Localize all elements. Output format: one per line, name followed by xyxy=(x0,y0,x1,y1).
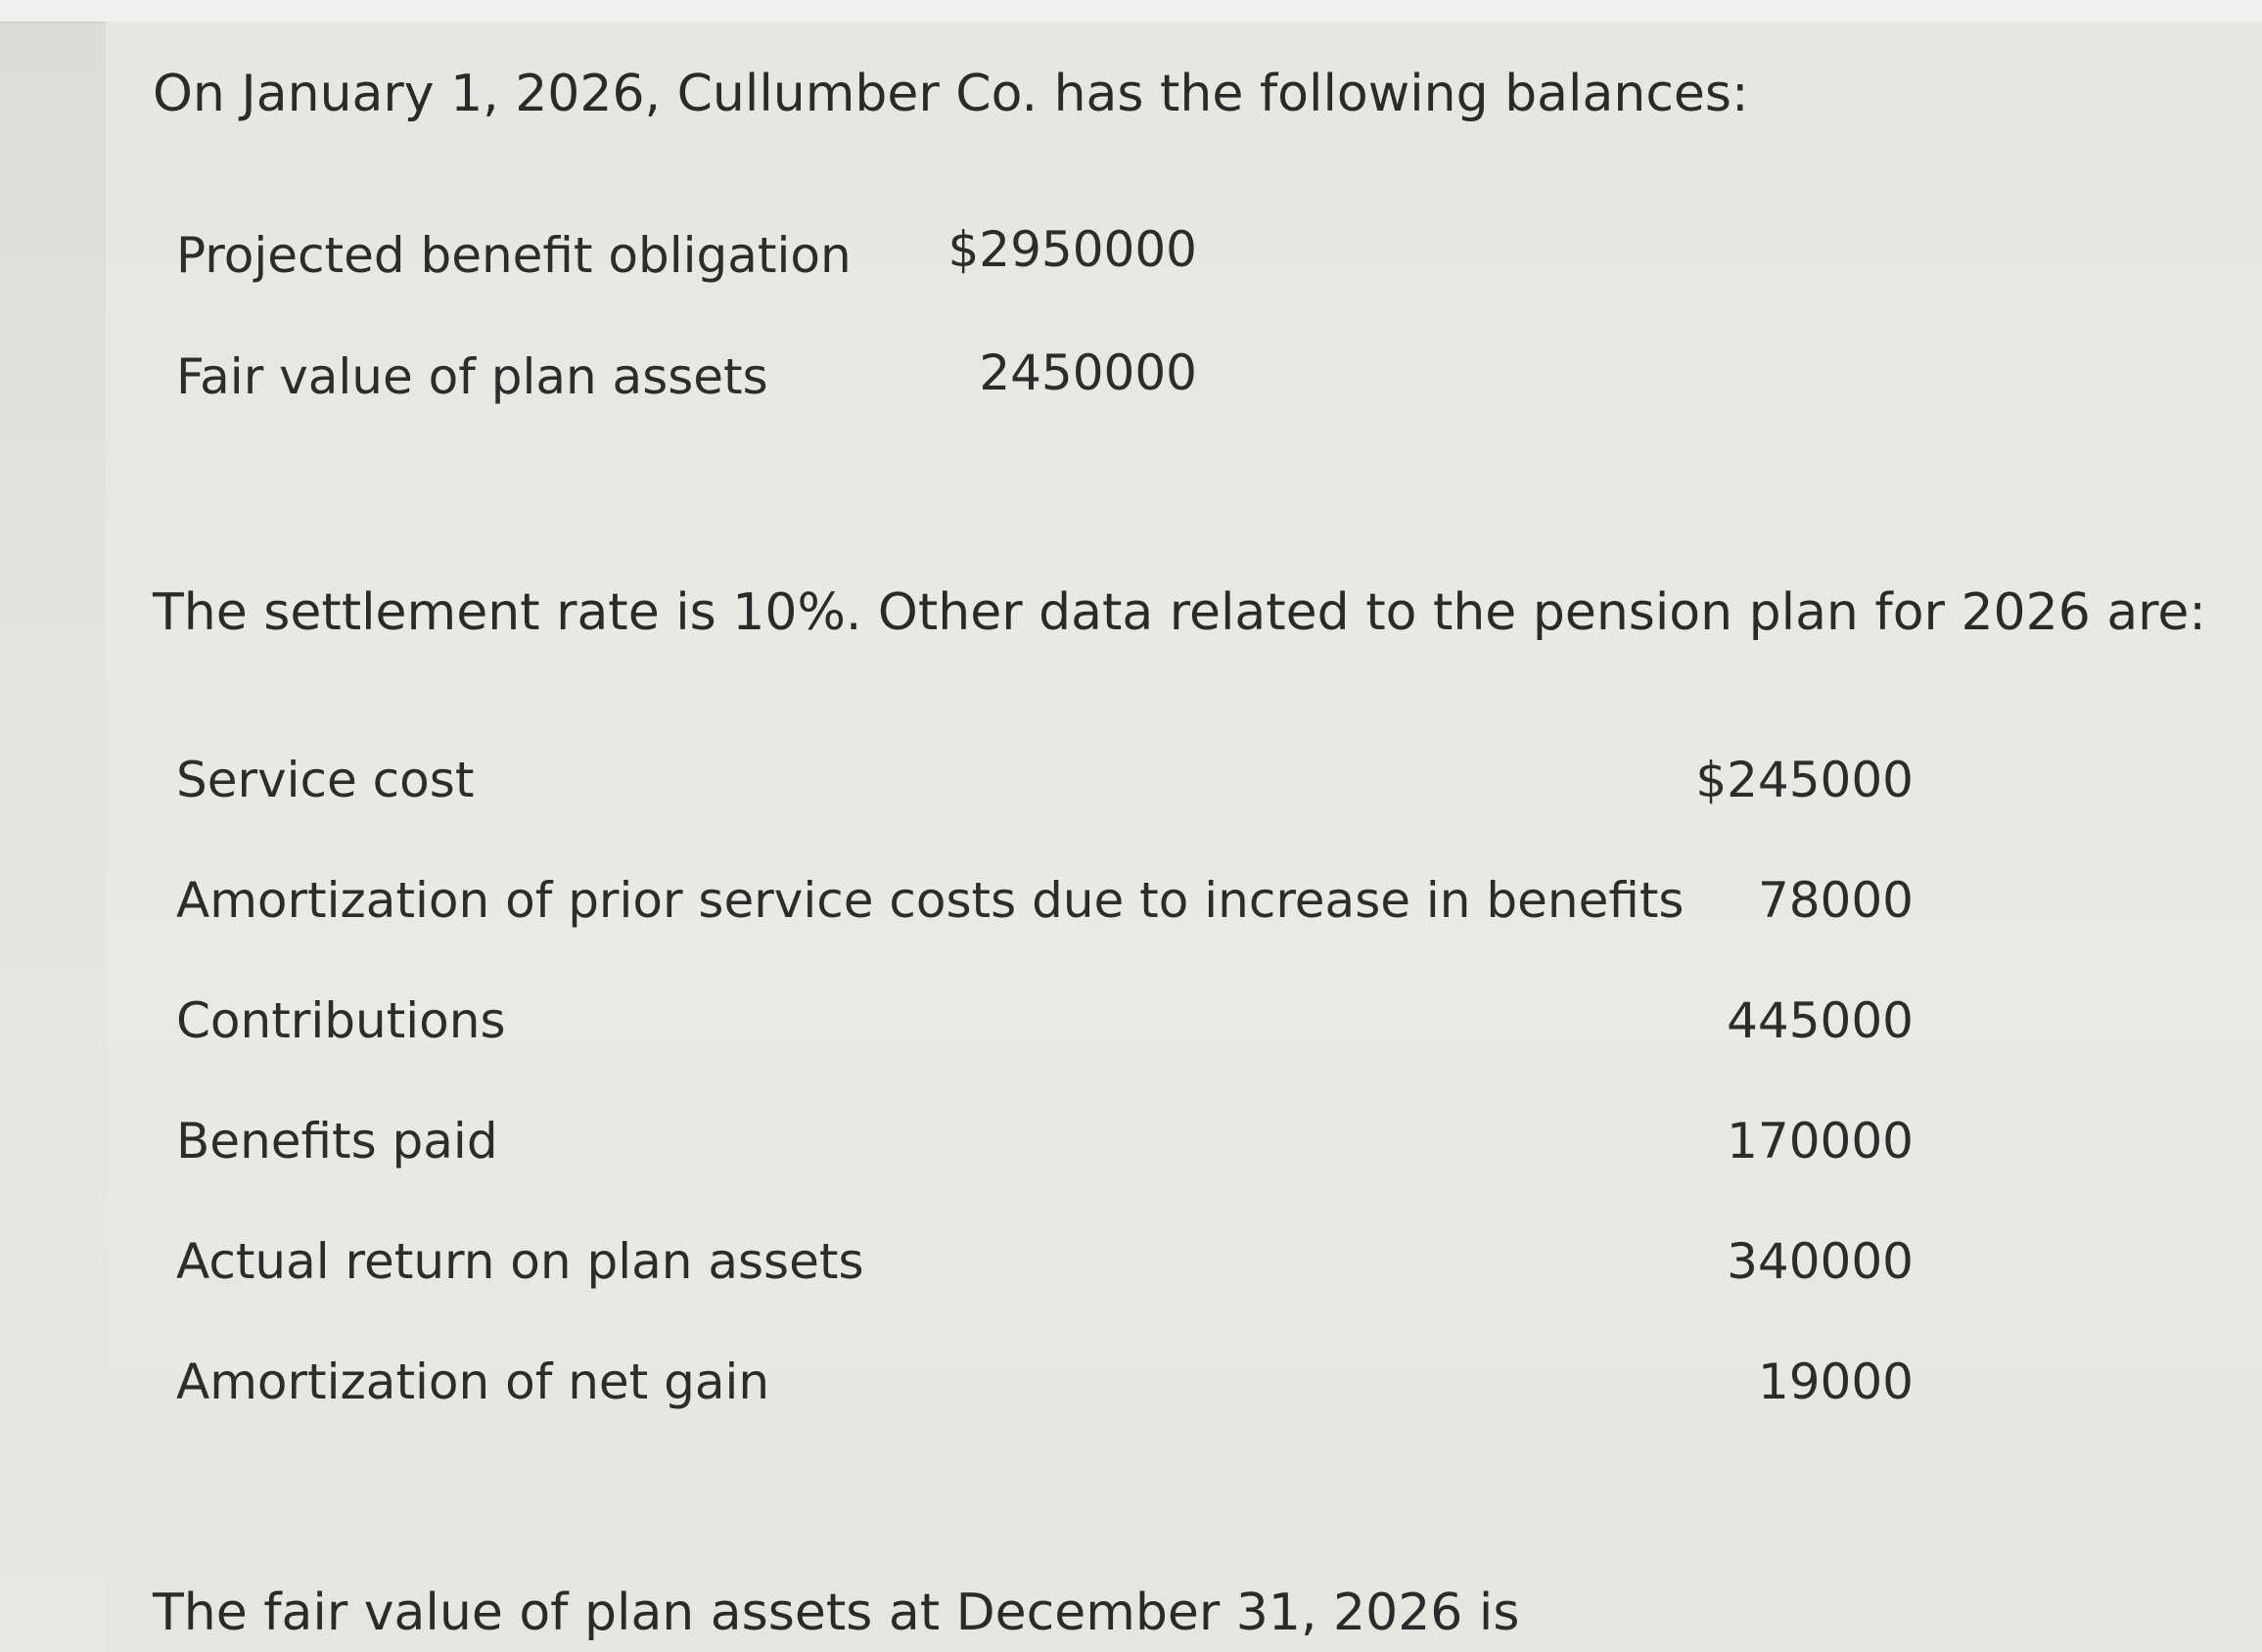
data-label-actual-return: Actual return on plan assets xyxy=(176,1233,864,1290)
data-value-service-cost: $245000 xyxy=(1695,752,1914,808)
balance-value-plan-assets: 2450000 xyxy=(979,344,1197,401)
data-label-prior-service-amortization: Amortization of prior service costs due to increase in benefits xyxy=(176,872,1685,929)
data-value-net-gain-amortization: 19000 xyxy=(1757,1354,1914,1410)
settlement-text: The settlement rate is 10%. Other data related to the pension plan for 2026 are: xyxy=(153,583,2206,642)
balance-value-pbo: $2950000 xyxy=(947,221,1197,278)
data-value-prior-service-amortization: 78000 xyxy=(1757,872,1914,929)
data-value-actual-return: 340000 xyxy=(1727,1233,1914,1290)
balance-label-pbo: Projected benefit obligation xyxy=(176,227,852,284)
data-label-service-cost: Service cost xyxy=(176,752,475,808)
data-value-contributions: 445000 xyxy=(1727,992,1914,1049)
question-text: The fair value of plan assets at December 31, 2026 is xyxy=(153,1583,1520,1642)
data-label-contributions: Contributions xyxy=(176,992,506,1049)
data-label-net-gain-amortization: Amortization of net gain xyxy=(176,1354,770,1410)
intro-text: On January 1, 2026, Cullumber Co. has the following balances: xyxy=(153,65,1749,123)
balance-label-plan-assets: Fair value of plan assets xyxy=(176,348,768,405)
data-label-benefits-paid: Benefits paid xyxy=(176,1113,498,1170)
data-value-benefits-paid: 170000 xyxy=(1727,1113,1914,1170)
top-edge xyxy=(0,0,2262,23)
